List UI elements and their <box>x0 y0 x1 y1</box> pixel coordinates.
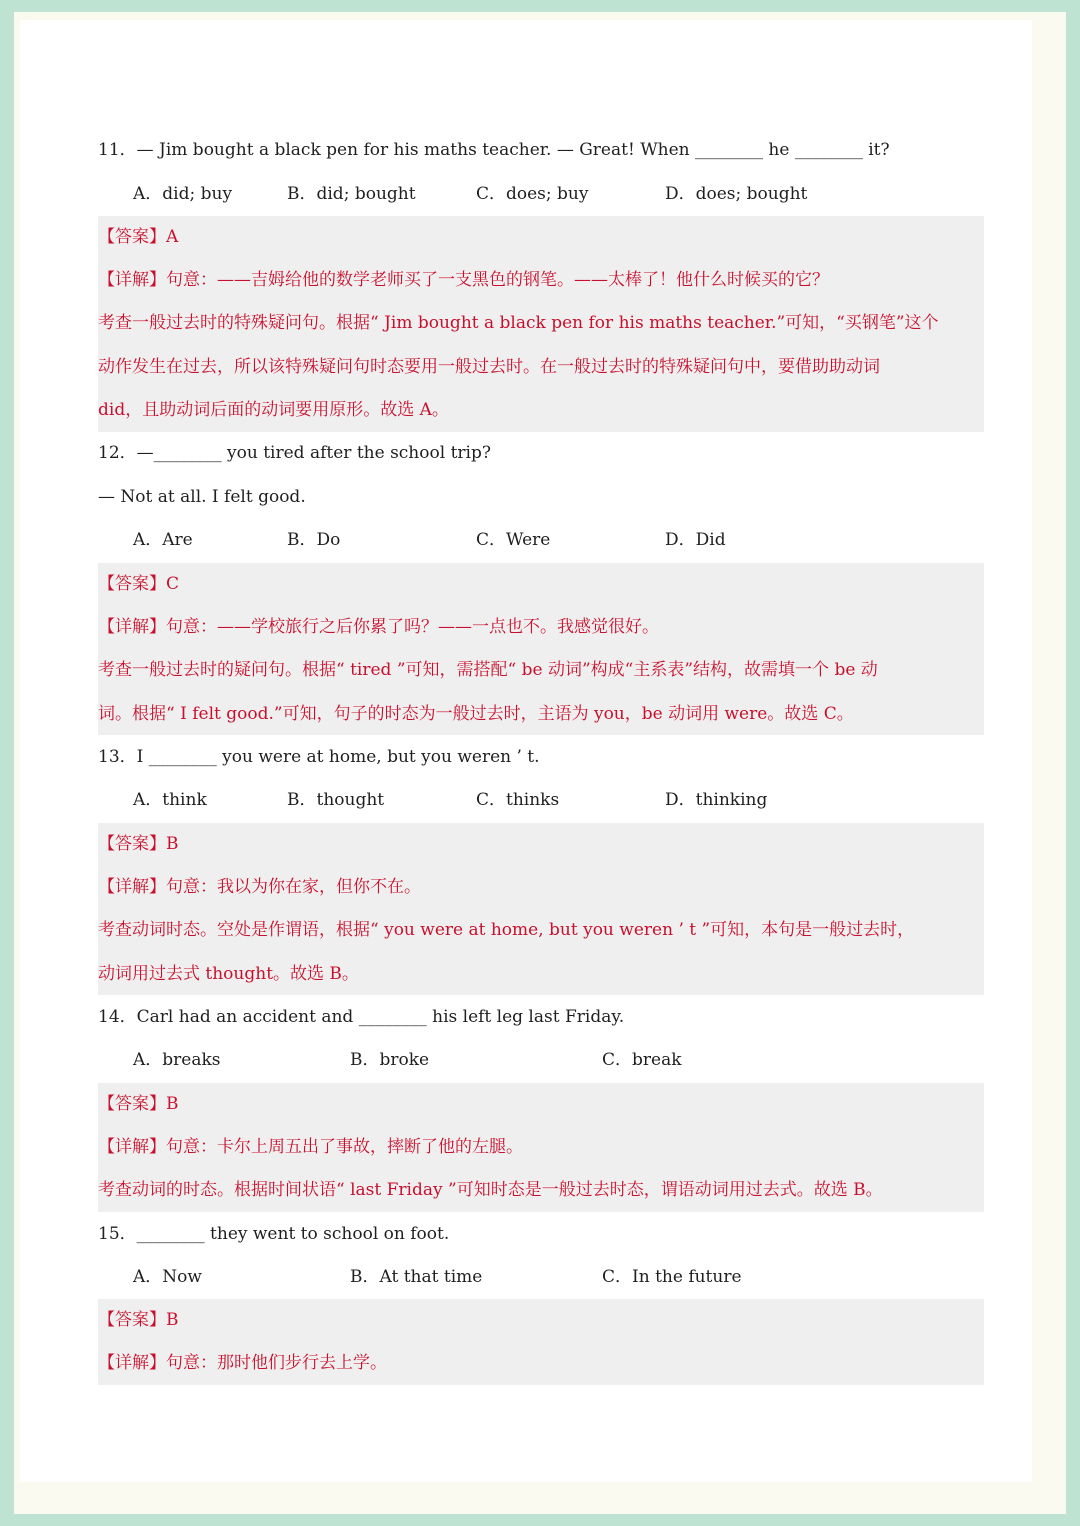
question-13-detail-3: 动词用过去式 thought。故选 B。 <box>98 964 359 984</box>
question-12-detail-1: 【详解】句意：——学校旅行之后你累了吗？——一点也不。我感觉很好。 <box>98 617 659 637</box>
question-15-option-a: A．Now <box>133 1267 202 1287</box>
question-12-option-a: A．Are <box>133 530 193 550</box>
question-14-answer: 【答案】B <box>98 1094 179 1114</box>
question-13-detail-2: 考查动词时态。空处是作谓语，根据“ you were at home, but you weren ’ t ”可知，本句是一般过去时， <box>98 920 915 940</box>
question-11-detail-4: did，且助动词后面的动词要用原形。故选 A。 <box>98 400 449 420</box>
question-11-option-c: C．does; buy <box>476 184 589 204</box>
question-11-answer: 【答案】A <box>98 227 179 247</box>
question-11-detail-2: 考查一般过去时的特殊疑问句。根据“ Jim bought a black pen for his maths teacher.”可知，“买钢笔”这个 <box>98 313 939 333</box>
question-11-option-d: D．does; bought <box>665 184 808 204</box>
question-15-stem: 15．________ they went to school on foot. <box>98 1224 450 1244</box>
question-13-detail-1: 【详解】句意：我以为你在家，但你不在。 <box>98 877 421 897</box>
question-12-detail-3: 词。根据“ I felt good.”可知，句子的时态为一般过去时，主语为 you，be 动词用 were。故选 C。 <box>98 704 854 724</box>
question-13-option-c: C．thinks <box>476 790 560 810</box>
question-14-detail-2: 考查动词的时态。根据时间状语“ last Friday ”可知时态是一般过去时态，谓语动词用过去式。故选 B。 <box>98 1180 883 1200</box>
question-12-option-c: C．Were <box>476 530 551 550</box>
question-12-answer: 【答案】C <box>98 574 180 594</box>
question-12-option-d: D．Did <box>665 530 726 550</box>
question-14-stem: 14．Carl had an accident and ________ his left leg last Friday. <box>98 1007 625 1027</box>
question-14-option-b: B．broke <box>350 1050 430 1070</box>
question-11-option-a: A．did; buy <box>133 184 233 204</box>
question-15-option-b: B．At that time <box>350 1267 483 1287</box>
question-14-option-a: A．breaks <box>133 1050 221 1070</box>
question-12-detail-2: 考查一般过去时的疑问句。根据“ tired ”可知，需搭配“ be 动词”构成“主系表”结构，故需填一个 be 动 <box>98 660 878 680</box>
question-13-option-d: D．thinking <box>665 790 768 810</box>
question-11-stem: 11．— Jim bought a black pen for his maths teacher. — Great! When ________ he ________ it? <box>98 140 890 160</box>
question-15-detail-1: 【详解】句意：那时他们步行去上学。 <box>98 1353 387 1373</box>
question-13-stem: 13．I ________ you were at home, but you weren ’ t. <box>98 747 540 767</box>
question-13-answer: 【答案】B <box>98 834 179 854</box>
question-14-detail-1: 【详解】句意：卡尔上周五出了事故，摔断了他的左腿。 <box>98 1137 523 1157</box>
question-15-answer: 【答案】B <box>98 1310 179 1330</box>
question-12-stem-reply: — Not at all. I felt good. <box>98 487 306 507</box>
question-11-detail-3: 动作发生在过去，所以该特殊疑问句时态要用一般过去时。在一般过去时的特殊疑问句中，要借助助动词 <box>98 357 880 377</box>
question-11-option-b: B．did; bought <box>287 184 416 204</box>
question-12-stem: 12．—________ you tired after the school trip? <box>98 443 491 463</box>
question-13-option-a: A．think <box>133 790 207 810</box>
question-15-option-c: C．In the future <box>602 1267 742 1287</box>
question-12-option-b: B．Do <box>287 530 341 550</box>
question-11-detail-1: 【详解】句意：——吉姆给他的数学老师买了一支黑色的钢笔。——太棒了！他什么时候买的它？ <box>98 270 829 290</box>
question-13-option-b: B．thought <box>287 790 385 810</box>
question-14-option-c: C．break <box>602 1050 682 1070</box>
